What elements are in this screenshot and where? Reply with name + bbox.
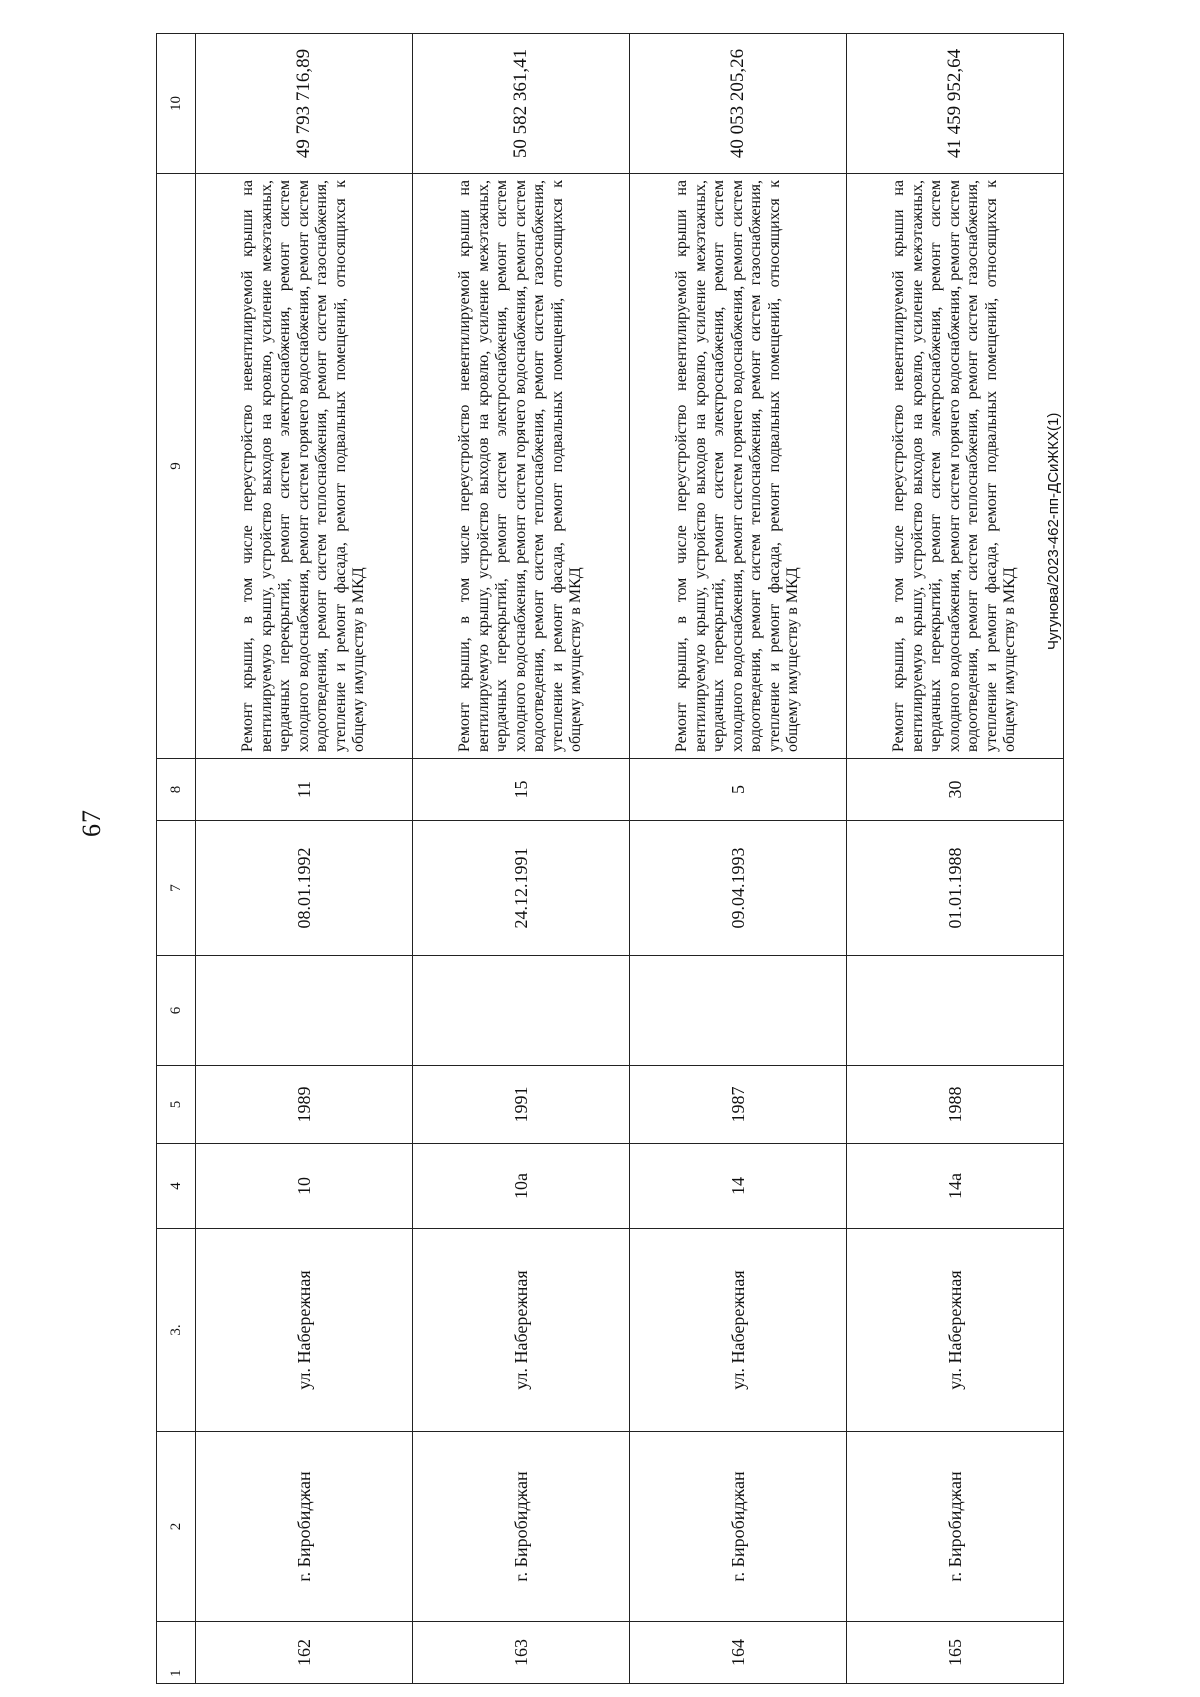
year-built-cell: 1989 [196,1066,413,1144]
year-built-cell: 1991 [413,1066,630,1144]
amount-cell: 49 793 716,89 [196,34,413,174]
column-6-cell [196,956,413,1066]
year-built-cell: 1988 [847,1066,1064,1144]
document-code: Чугунова/2023-462-пп-ДСиЖКХ(1) [1045,412,1062,650]
amount-cell: 40 053 205,26 [630,34,847,174]
house-cell: 10а [413,1144,630,1229]
registry-table-container [156,34,1064,1684]
works-description-cell: Ремонт крыши, в том числе переустройство невентилируемой крыши на вентилируемую крышу, устройство выходов на кровлю, усиление межэтажных, чердачных перекрытий, ремонт систем электроснабжения, ремонт систем холодного водоснабжения, ремонт систем горячего водоснабжения, ремонт систем водоотведения, ремонт систем теплоснабжения, ремонт систем газоснабжения, утепление и ремонт фасада, ремонт подвальных помещений, относящихся к общему имуществу в МКД [847,174,1064,759]
city-cell: г. Биробиджан [630,1432,847,1622]
row-number: 163 [413,1622,630,1684]
amount-cell: 50 582 361,41 [413,34,630,174]
city-cell: г. Биробиджан [847,1432,1064,1622]
works-description-cell: Ремонт крыши, в том числе переустройство невентилируемой крыши на вентилируемую крышу, устройство выходов на кровлю, усиление межэтажных, чердачных перекрытий, ремонт систем электроснабжения, ремонт систем холодного водоснабжения, ремонт систем горячего водоснабжения, ремонт систем водоотведения, ремонт систем теплоснабжения, ремонт систем газоснабжения, утепление и ремонт фасада, ремонт подвальных помещений, относящихся к общему имуществу в МКД [196,174,413,759]
header-cell: 2 [157,1432,196,1622]
city-cell: г. Биробиджан [413,1432,630,1622]
header-cell: 7 [157,821,196,956]
table-row [847,34,1064,1684]
header-cell: 10 [157,34,196,174]
table-row [196,34,413,1684]
city-cell: г. Биробиджан [196,1432,413,1622]
row-number: 162 [196,1622,413,1684]
street-cell: ул. Набережная [196,1229,413,1432]
column-6-cell [413,956,630,1066]
date-cell: 24.12.1991 [413,821,630,956]
house-cell: 10 [196,1144,413,1229]
table-row [630,34,847,1684]
street-cell: ул. Набережная [413,1229,630,1432]
row-number: 164 [630,1622,847,1684]
year-built-cell: 1987 [630,1066,847,1144]
header-cell: 9 [157,174,196,759]
house-cell: 14 [630,1144,847,1229]
header-cell: 3. [157,1229,196,1432]
works-description-cell: Ремонт крыши, в том числе переустройство невентилируемой крыши на вентилируемую крышу, устройство выходов на кровлю, усиление межэтажных, чердачных перекрытий, ремонт систем электроснабжения, ремонт систем холодного водоснабжения, ремонт систем горячего водоснабжения, ремонт систем водоотведения, ремонт систем теплоснабжения, ремонт систем газоснабжения, утепление и ремонт фасада, ремонт подвальных помещений, относящихся к общему имуществу в МКД [630,174,847,759]
street-cell: ул. Набережная [847,1229,1064,1432]
header-cell: 8 [157,759,196,821]
table-row [413,34,630,1684]
house-cell: 14а [847,1144,1064,1229]
header-cell: 5 [157,1066,196,1144]
page-number: 67 [77,809,106,837]
column-8-cell: 11 [196,759,413,821]
column-6-cell [847,956,1064,1066]
amount-cell: 41 459 952,64 [847,34,1064,174]
street-cell: ул. Набережная [630,1229,847,1432]
date-cell: 01.01.1988 [847,821,1064,956]
registry-table [156,33,1064,1684]
column-8-cell: 15 [413,759,630,821]
date-cell: 09.04.1993 [630,821,847,956]
column-8-cell: 5 [630,759,847,821]
header-cell: 4 [157,1144,196,1229]
column-8-cell: 30 [847,759,1064,821]
row-number: 165 [847,1622,1064,1684]
works-description-cell: Ремонт крыши, в том числе переустройство невентилируемой крыши на вентилируемую крышу, устройство выходов на кровлю, усиление межэтажных, чердачных перекрытий, ремонт систем электроснабжения, ремонт систем холодного водоснабжения, ремонт систем горячего водоснабжения, ремонт систем водоотведения, ремонт систем теплоснабжения, ремонт систем газоснабжения, утепление и ремонт фасада, ремонт подвальных помещений, относящихся к общему имуществу в МКД [413,174,630,759]
date-cell: 08.01.1992 [196,821,413,956]
header-cell: 1 [157,1622,196,1684]
column-6-cell [630,956,847,1066]
header-row [157,34,196,1684]
header-cell: 6 [157,956,196,1066]
